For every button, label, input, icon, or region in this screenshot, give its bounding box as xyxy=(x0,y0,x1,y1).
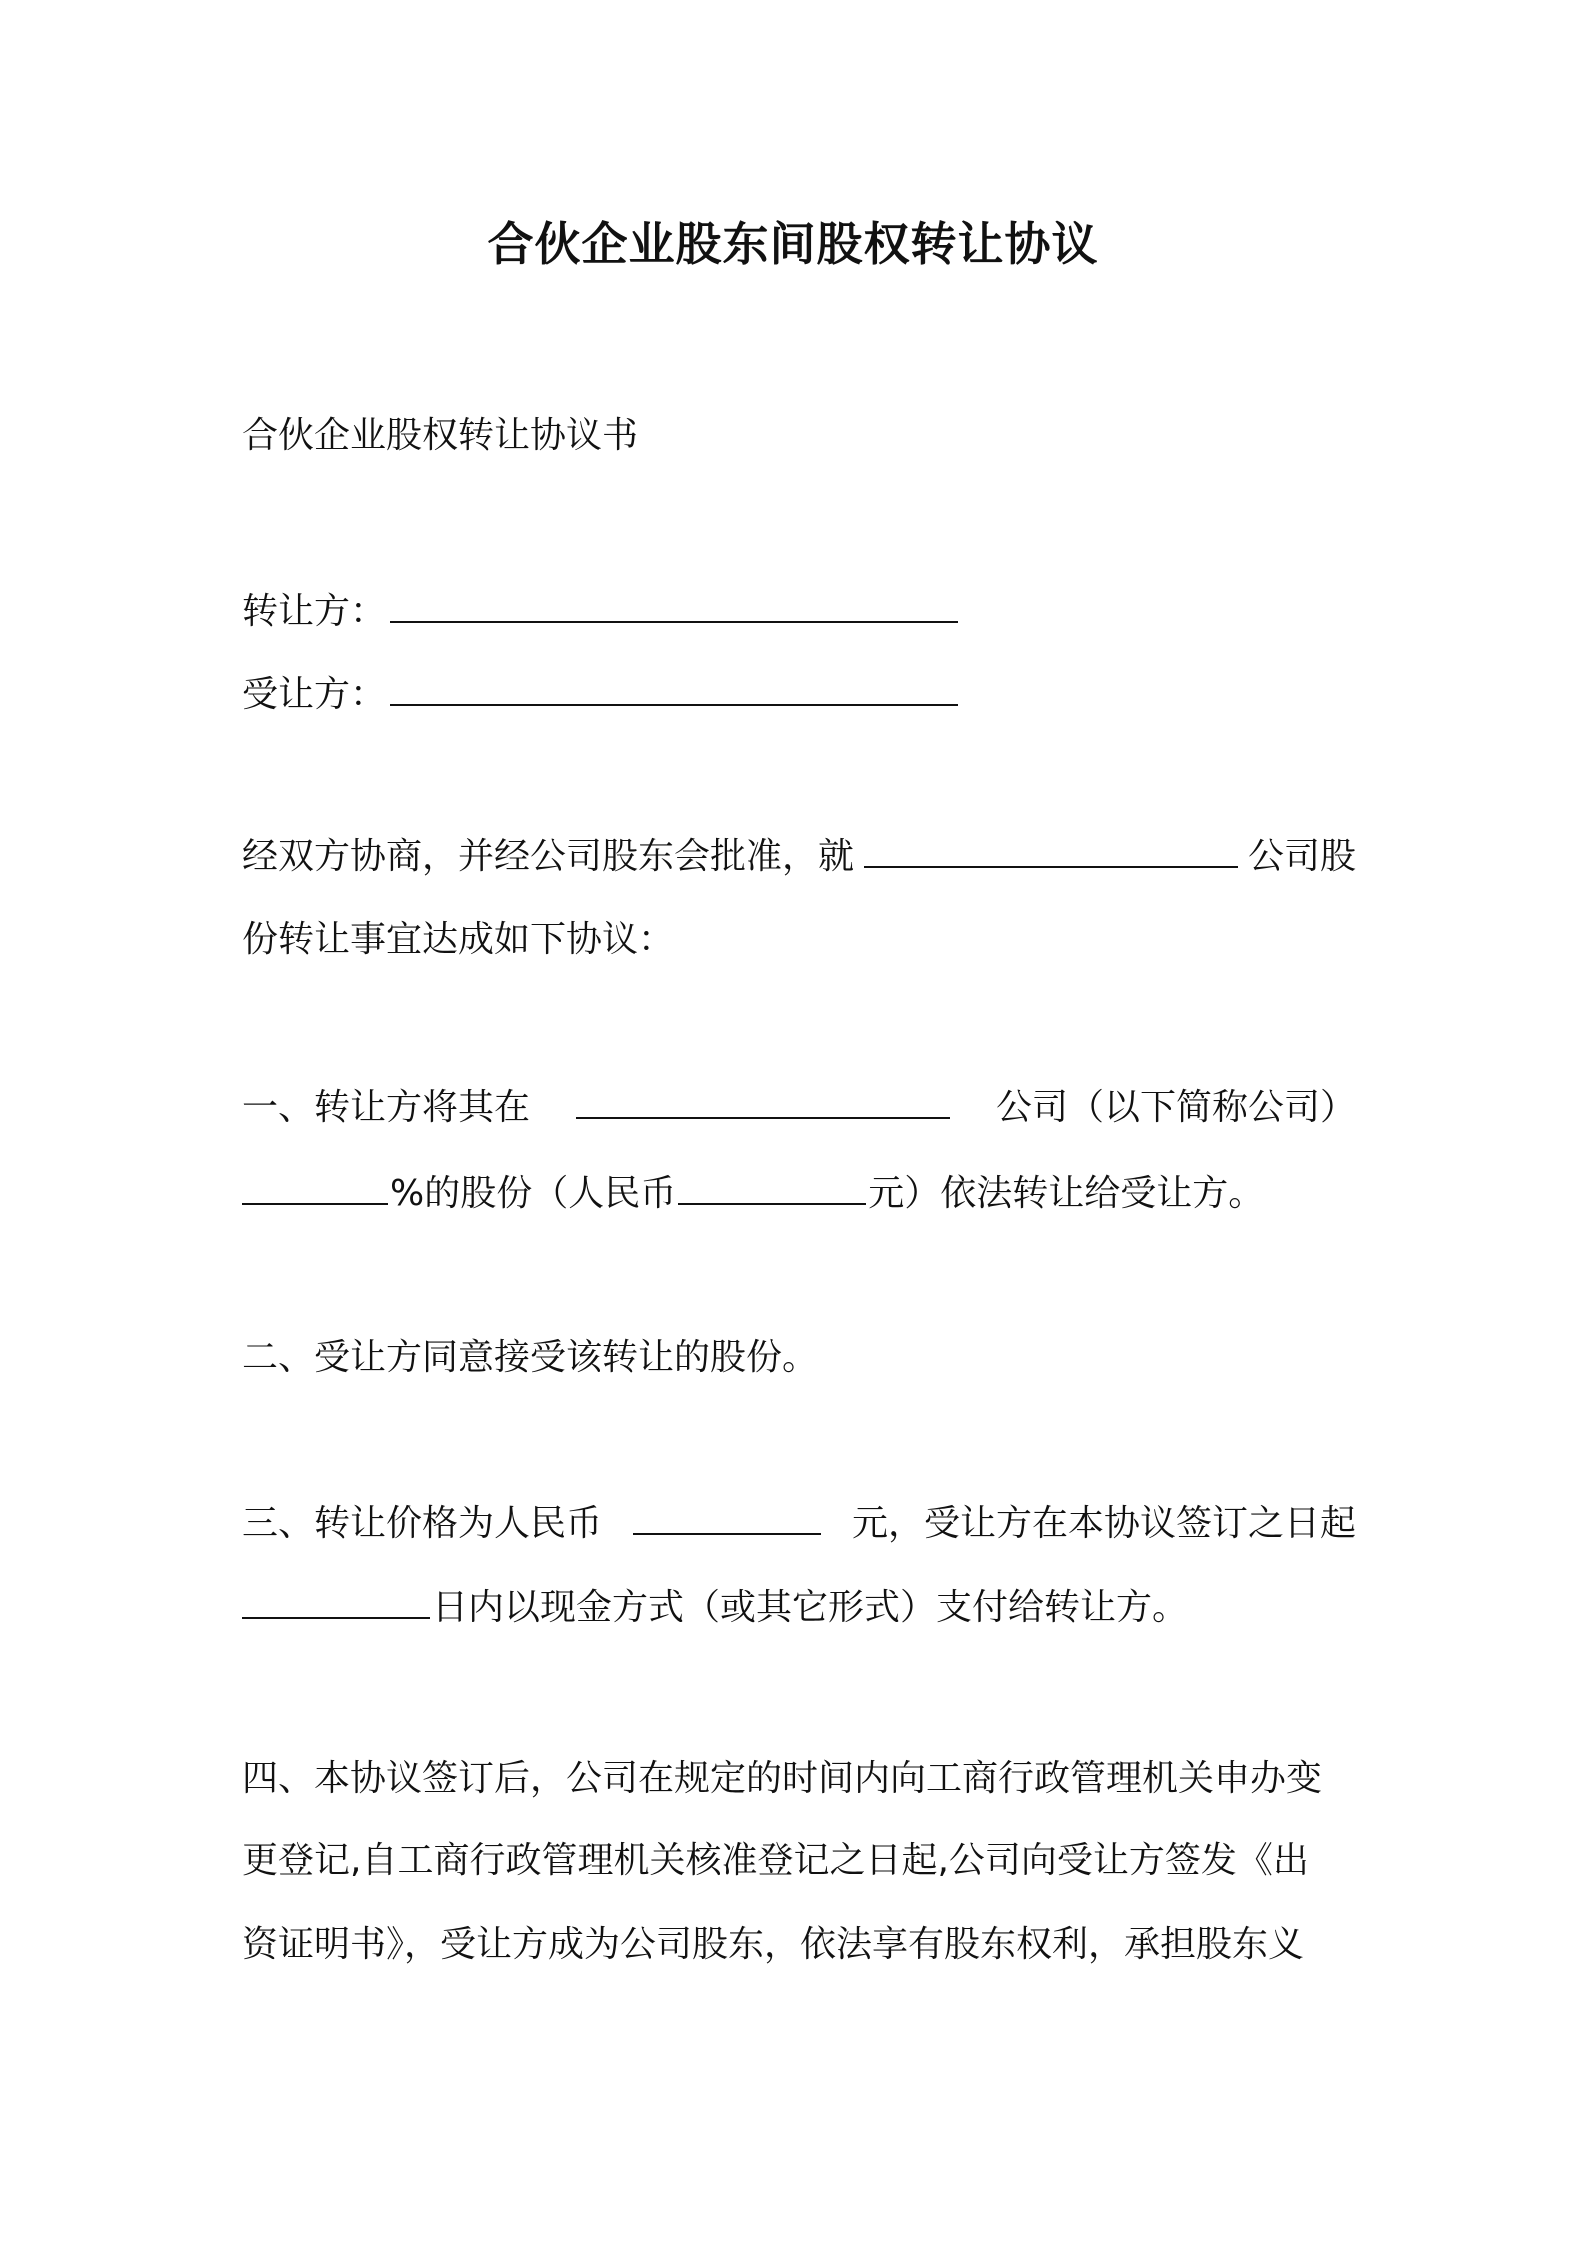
transferor-blank[interactable] xyxy=(390,587,958,623)
clause3-text-a: 三、转让价格为人民币 xyxy=(242,1503,603,1544)
transferee-label: 受让方： xyxy=(242,674,387,715)
clause3-line-2 xyxy=(242,1583,1188,1633)
clause1-line-2 xyxy=(242,1169,1264,1219)
clause1-text-b: 公司（以下简称公司） xyxy=(995,1087,1356,1128)
transferor-label: 转让方： xyxy=(242,591,387,632)
clause3-text-c: 日内以现金方式（或其它形式）支付给转让方。 xyxy=(432,1587,1189,1628)
transferor-line xyxy=(242,587,958,637)
preamble-company-blank[interactable] xyxy=(864,832,1238,868)
clause4-line-3: 资证明书》，受让方成为公司股东，依法享有股东权利，承担股东义 xyxy=(242,1924,1305,1965)
clause1-text-a: 一、转让方将其在 xyxy=(242,1087,531,1128)
transferee-line xyxy=(242,670,958,720)
clause1-rmb-blank[interactable] xyxy=(678,1169,866,1205)
clause1-company-blank[interactable] xyxy=(576,1083,950,1119)
document-title: 合伙企业股东间股权转让协议 xyxy=(487,217,1099,271)
clause3-days-blank[interactable] xyxy=(242,1583,430,1619)
clause1-text-c: %的股份（人民币 xyxy=(390,1173,677,1214)
preamble-text-b: 公司股 xyxy=(1247,836,1356,877)
clause1-percent-blank[interactable] xyxy=(242,1169,388,1205)
clause1-text-d: 元）依法转让给受让方。 xyxy=(868,1173,1265,1214)
clause3-text-b: 元，受让方在本协议签订之日起 xyxy=(851,1503,1356,1544)
preamble-text-a: 经双方协商，并经公司股东会批准，就 xyxy=(242,836,855,877)
clause3-price-blank[interactable] xyxy=(633,1499,821,1535)
clause1-line-1 xyxy=(242,1083,1356,1133)
preamble-line-2: 份转让事宜达成如下协议： xyxy=(242,919,675,960)
preamble-line-1 xyxy=(242,832,1356,882)
clause2-line-1: 二、受让方同意接受该转让的股份。 xyxy=(242,1337,819,1378)
document-subtitle: 合伙企业股权转让协议书 xyxy=(242,415,639,456)
transferee-blank[interactable] xyxy=(390,670,958,706)
clause3-line-1 xyxy=(242,1499,1356,1549)
clause4-line-1: 四、本协议签订后，公司在规定的时间内向工商行政管理机关申办变 xyxy=(242,1758,1323,1799)
clause4-line-2: 更登记,自工商行政管理机关核准登记之日起,公司向受让方签发《出 xyxy=(242,1840,1309,1881)
